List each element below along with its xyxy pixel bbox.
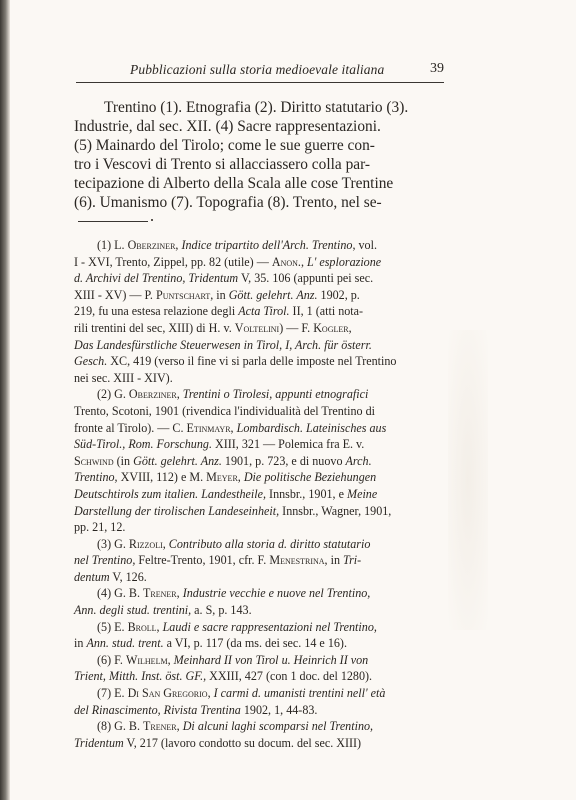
author-name: Trener [143,586,177,601]
text: XIII, 321 — Polemica fra E. v. [211,437,365,452]
work-title: Meine [347,486,378,501]
work-title: Industrie vecchie e nuove nel Trentino, [182,586,371,601]
footnotes [74,237,444,751]
work-title: d. Archivi del Trentino, Tridentum [74,271,239,286]
separator-dot [151,219,153,221]
text: V, 126. [109,569,147,584]
footnote-line [74,602,444,619]
main-text [74,98,444,212]
text: XC, 419 (verso il fine vi si parla delle imposte nel Trentino [107,354,397,369]
footnote-line [74,503,444,520]
author-name: Broll [127,619,157,634]
footnote-2 [74,386,444,535]
text: 1902, p. [317,287,360,302]
footnote-line [74,453,444,470]
running-title: Pubblicazioni sulla storia medioevale italiana [130,62,385,77]
footnote-line [74,320,444,337]
text: , [176,719,183,734]
work-title: dentum [74,569,110,584]
text: 1901, p. 723, e di nuovo [221,453,346,468]
work-title: Lombardisch. Lateinisches aus [236,420,387,435]
work-title: Meinhard II von Tirol u. Heinrich II von [173,652,369,667]
text: (5) E. [97,619,128,634]
body-line-4: tro i Vescovi di Trento si allacciassero colla par- [74,156,371,173]
text: (3) G. [97,536,129,551]
text: nei sec. XIII - XIV). [74,370,173,385]
text: in [74,636,87,651]
text: , [300,254,307,269]
author-name: Wilhelm [125,652,168,667]
footnote-line [74,353,444,370]
footnote-line [74,536,444,553]
footnote-line [74,718,444,735]
author-name: Kogler [313,320,349,335]
text: , [207,686,214,701]
text: , in [210,287,229,302]
author-name: Meyer [206,470,238,485]
footnote-line [74,303,444,320]
footnote-line [74,287,444,304]
text: fronte al Tirolo). — C. [74,420,187,435]
text: (1) L. [97,238,128,252]
text: (6) F. [97,652,126,667]
work-title: I carmi d. umanisti trentini nell' età [213,686,386,701]
footnote-line [74,619,444,636]
footnote-line [74,420,444,437]
text: XXIII, 427 (con 1 doc. del 1280). [206,669,373,684]
work-title: Tri- [343,553,362,568]
work-title: Indice tripartito dell'Arch. Trentino [181,238,353,252]
text: 219, fu una estesa relazione degli [74,304,239,319]
text: , [167,652,174,667]
footnote-line [74,685,444,702]
text: rili trentini del sec, XIII) di H. v. [74,320,235,335]
author-name: Voltelini [234,320,280,335]
work-title: Gesch. [74,354,108,369]
footnote-separator [78,221,148,222]
text: V, 217 (lavoro condotto su docum. del sec. XIII) [123,735,362,750]
body-line-6: (6). Umanismo (7). Topografia (8). Trento, nel se- [74,194,382,211]
body-line-3: (5) Mainardo del Tirolo; come le sue guerre con- [74,137,375,154]
author-name: Menestrina [269,553,325,568]
author-name: Schwind [74,453,114,468]
work-title: del Rinascimento, Rivista Trentina [74,702,241,717]
text: , [230,420,237,435]
author-name: Rizzoli [128,536,163,551]
text: Innsbr., Wagner, 1901, [279,503,392,518]
text: XIII - XV) — P. [74,287,156,302]
text: , [348,320,352,335]
work-title: Die politische Beziehungen [243,470,377,485]
footnote-line [74,436,444,453]
footnote-line [74,652,444,669]
work-title: Darstellung der tirolischen Landeseinheit, [74,503,280,518]
footnote-line [74,403,444,420]
text: , [237,470,244,485]
author-name: Puntschart [155,287,211,302]
work-title: Deutschtirols zum italien. Landestheile, [74,486,267,501]
text: (7) E. [97,686,128,701]
author-name: Trener [143,719,177,734]
work-title: Laudi e sacre rappresentazioni nel Trentino, [162,619,377,634]
footnote-line [74,585,444,602]
footnote-8 [74,718,444,751]
body-line-5: tecipazione di Alberto della Scala alle cose Trentine [74,175,394,192]
work-title: Gött. gelehrt. Anz. [228,287,318,302]
page-number: 39 [430,61,444,76]
text: I - XVI, Trento, Zippel, pp. 82 (utile) — [74,254,272,269]
text: Trento, Scotoni, 1901 (rivendica l'individualità del Trentino di [74,403,376,418]
text: , in [324,553,344,568]
work-title: Trentini o Tirolesi, appunti etnografici [182,387,369,402]
footnote-6 [74,652,444,685]
author-name: Oberziner [127,238,176,252]
work-title: Trient, Mitth. Inst. öst. GF., [74,669,207,684]
footnote-line [74,668,444,685]
text: Innsbr., 1901, e [266,486,347,501]
footnote-line [74,469,444,486]
text: , vol. [352,238,377,252]
text: (2) G. [97,387,129,402]
work-title: Ann. degli stud. trentini, [74,603,192,618]
text: , [162,536,169,551]
footnote-5 [74,619,444,652]
footnote-line [74,337,444,354]
footnote-line [74,254,444,271]
footnote-3 [74,536,444,586]
work-title: Ann. stud. trent. [86,636,164,651]
page-header [76,60,444,83]
footnote-line [74,370,444,387]
author-name: Di San Gregorio [127,686,208,701]
footnote-line [74,270,444,287]
text: pp. 21, 12. [74,520,126,535]
text: II, 1 (atti nota- [289,304,364,319]
footnote-line [74,702,444,719]
text: Feltre-Trento, 1901, cfr. F. [135,553,270,568]
footnote-line [74,735,444,752]
footnote-line [74,569,444,586]
text: (8) G. B. [97,719,144,734]
text: a VI, p. 117 (da ms. dei sec. 14 e 16). [163,636,347,651]
work-title: Süd-Tirol., Rom. Forschung. [74,437,212,452]
footnote-4 [74,585,444,618]
author-name: Anon. [271,254,301,269]
work-title: nel Trentino, [74,553,136,568]
work-title: Acta Tirol. [238,304,290,319]
text: (in [113,453,134,468]
work-title: L' esplorazione [307,254,382,269]
work-title: Di alcuni laghi scomparsi nel Trentino, [182,719,374,734]
body-line-1: Trentino (1). Etnografia (2). Diritto statutario (3). [104,99,409,116]
work-title: Das Landesfürstliche Steuerwesen in Tirol, I, Arch. für österr. [74,337,372,352]
footnote-line [74,519,444,536]
work-title: Tridentum [74,735,124,750]
work-title: Arch. [345,453,372,468]
text: ) — F. [279,320,314,335]
text: , [156,619,163,634]
paper-stain [448,330,488,630]
work-title: Contributo alla storia d. diritto statutario [168,536,371,551]
scan-left-edge [0,0,10,800]
footnote-line [74,486,444,503]
text: , [176,387,183,402]
text: (4) G. B. [97,586,144,601]
footnote-line [74,237,444,254]
footnote-line [74,635,444,652]
text: , [176,586,183,601]
author-name: Oberziner [128,387,177,402]
author-name: Etinmayr [186,420,231,435]
text: 1902, 1, 44-83. [240,702,318,717]
text: , [175,238,182,252]
footnote-1 [74,237,444,386]
text: XVIII, 112) e M. [117,470,207,485]
work-title: Trentino, [74,470,118,485]
footnote-7 [74,685,444,718]
footnote-line [74,552,444,569]
work-title: Gött. gelehrt. Anz. [133,453,222,468]
footnote-line [74,386,444,403]
text: a. S, p. 143. [191,603,252,618]
body-line-2: Industrie, dal sec. XII. (4) Sacre rappresentazioni. [74,118,381,135]
text: V, 35. 106 (appunti pei sec. [238,271,374,286]
